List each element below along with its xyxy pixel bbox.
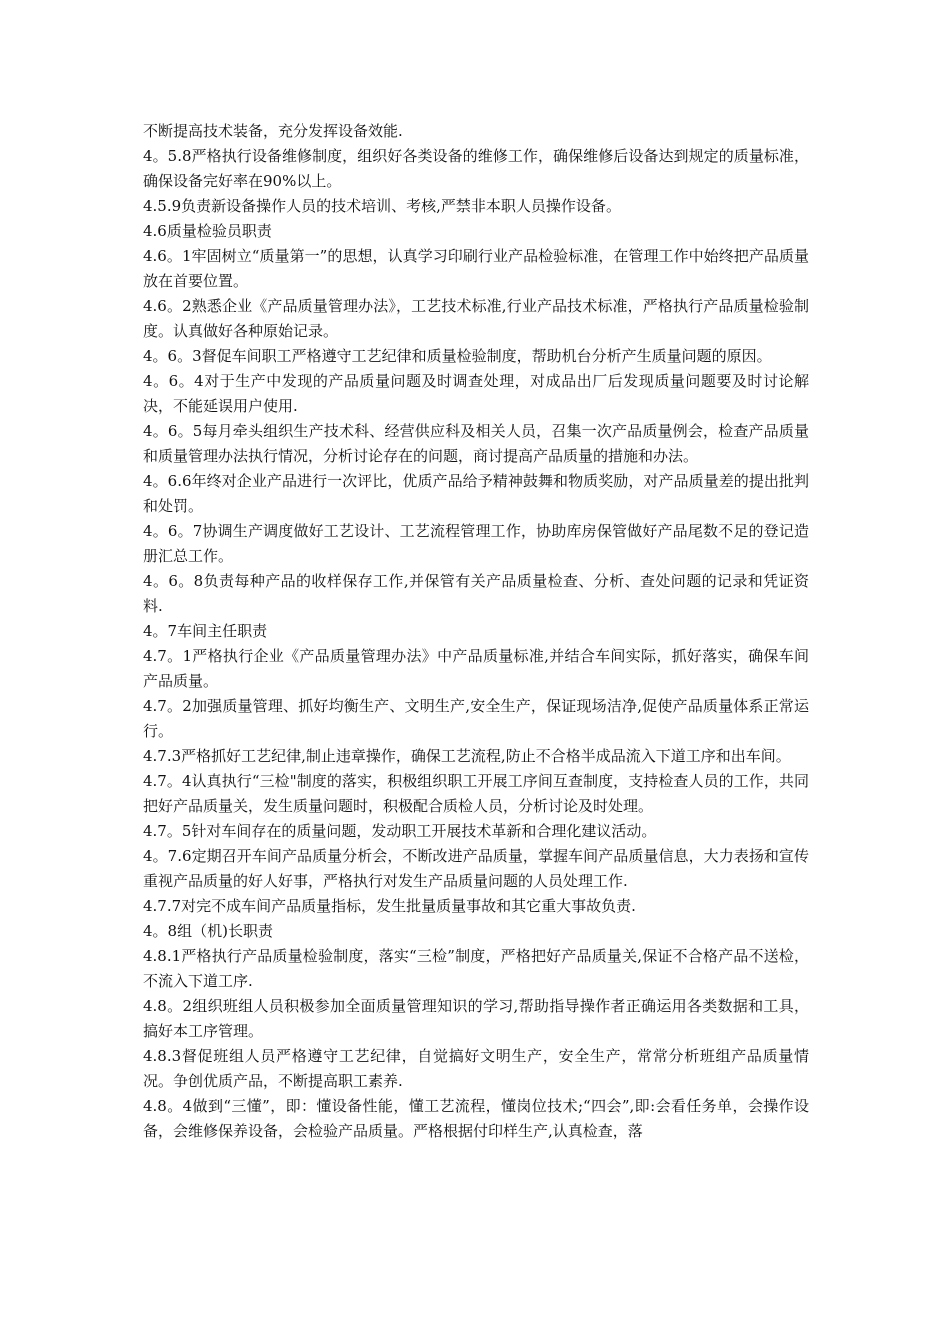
- paragraph: 4.5.9负责新设备操作人员的技术培训、考核,严禁非本职人员操作设备。: [143, 197, 621, 215]
- paragraph: 4.7。5针对车间存在的质量问题，发动职工开展技术革新和合理化建议活动。: [143, 822, 657, 840]
- paragraph: 4.6。1牢固树立“质量第一”的思想，认真学习印刷行业产品检验标准，在管理工作中始终把产品质量放在首要位置。: [143, 247, 809, 290]
- paragraph: 4。7.6定期召开车间产品质量分析会，不断改进产品质量，掌握车间产品质量信息，大力表扬和宣传重视产品质量的好人好事，严格执行对发生产品质量问题的人员处理工作.: [143, 847, 809, 890]
- section-heading: 4。8组（机)长职责: [143, 922, 273, 940]
- paragraph: 4.7。1严格执行企业《产品质量管理办法》中产品质量标准,并结合车间实际，抓好落实，确保车间产品质量。: [143, 647, 809, 690]
- paragraph: 4.7.7对完不成车间产品质量指标，发生批量质量事故和其它重大事故负责.: [143, 897, 636, 915]
- document-body: [143, 119, 809, 1144]
- paragraph: 4。6.6年终对企业产品进行一次评比，优质产品给予精神鼓舞和物质奖励，对产品质量差的提出批判和处罚。: [143, 472, 809, 515]
- paragraph: 4。5.8严格执行设备维修制度，组织好各类设备的维修工作，确保维修后设备达到规定的质量标准，确保设备完好率在90%以上。: [143, 147, 809, 190]
- paragraph: 4.8.3督促班组人员严格遵守工艺纪律，自觉搞好文明生产，安全生产，常常分析班组产品质量情况。争创优质产品，不断提高职工素养.: [143, 1047, 809, 1090]
- paragraph: 4。6。3督促车间职工严格遵守工艺纪律和质量检验制度，帮助机台分析产生质量问题的原因。: [143, 347, 772, 365]
- paragraph: 4.8.1严格执行产品质量检验制度，落实“三检”制度，严格把好产品质量关,保证不合格产品不送检，不流入下道工序.: [143, 947, 809, 990]
- paragraph: 4。6。8负责每种产品的收样保存工作,并保管有关产品质量检查、分析、查处问题的记录和凭证资料.: [143, 572, 809, 615]
- paragraph: 4.7。2加强质量管理、抓好均衡生产、文明生产,安全生产，保证现场洁净,促使产品质量体系正常运行。: [143, 697, 809, 740]
- paragraph: 4。6。5每月牵头组织生产技术科、经营供应科及相关人员，召集一次产品质量例会，检查产品质量和质量管理办法执行情况，分析讨论存在的问题，商讨提高产品质量的措施和办法。: [143, 422, 809, 465]
- paragraph: 4。6。4对于生产中发现的产品质量问题及时调查处理，对成品出厂后发现质量问题要及时讨论解决，不能延误用户使用.: [143, 372, 809, 415]
- section-heading: 4.6质量检验员职责: [143, 222, 272, 240]
- section-heading: 4。7车间主任职责: [143, 622, 268, 640]
- paragraph: 4.7。4认真执行“三检"制度的落实，积极组织职工开展工序间互查制度，支持检查人员的工作，共同把好产品质量关，发生质量问题时，积极配合质检人员，分析讨论及时处理。: [143, 772, 809, 815]
- paragraph: 4.6。2熟悉企业《产品质量管理办法》，工艺技术标准,行业产品技术标准，严格执行产品质量检验制度。认真做好各种原始记录。: [143, 297, 809, 340]
- paragraph: 4。6。7协调生产调度做好工艺设计、工艺流程管理工作，协助库房保管做好产品尾数不足的登记造册汇总工作。: [143, 522, 809, 565]
- paragraph: 4.7.3严格抓好工艺纪律,制止违章操作，确保工艺流程,防止不合格半成品流入下道工序和出车间。: [143, 747, 791, 765]
- paragraph: 4.8。2组织班组人员积极参加全面质量管理知识的学习,帮助指导操作者正确运用各类数据和工具，搞好本工序管理。: [143, 997, 809, 1040]
- paragraph: 不断提高技术装备，充分发挥设备效能.: [143, 122, 403, 140]
- paragraph: 4.8。4做到“三懂”，即：懂设备性能，懂工艺流程，懂岗位技术;“四会”,即:会看任务单，会操作设备，会维修保养设备，会检验产品质量。严格根据付印样生产,认真检查，落: [143, 1097, 809, 1140]
